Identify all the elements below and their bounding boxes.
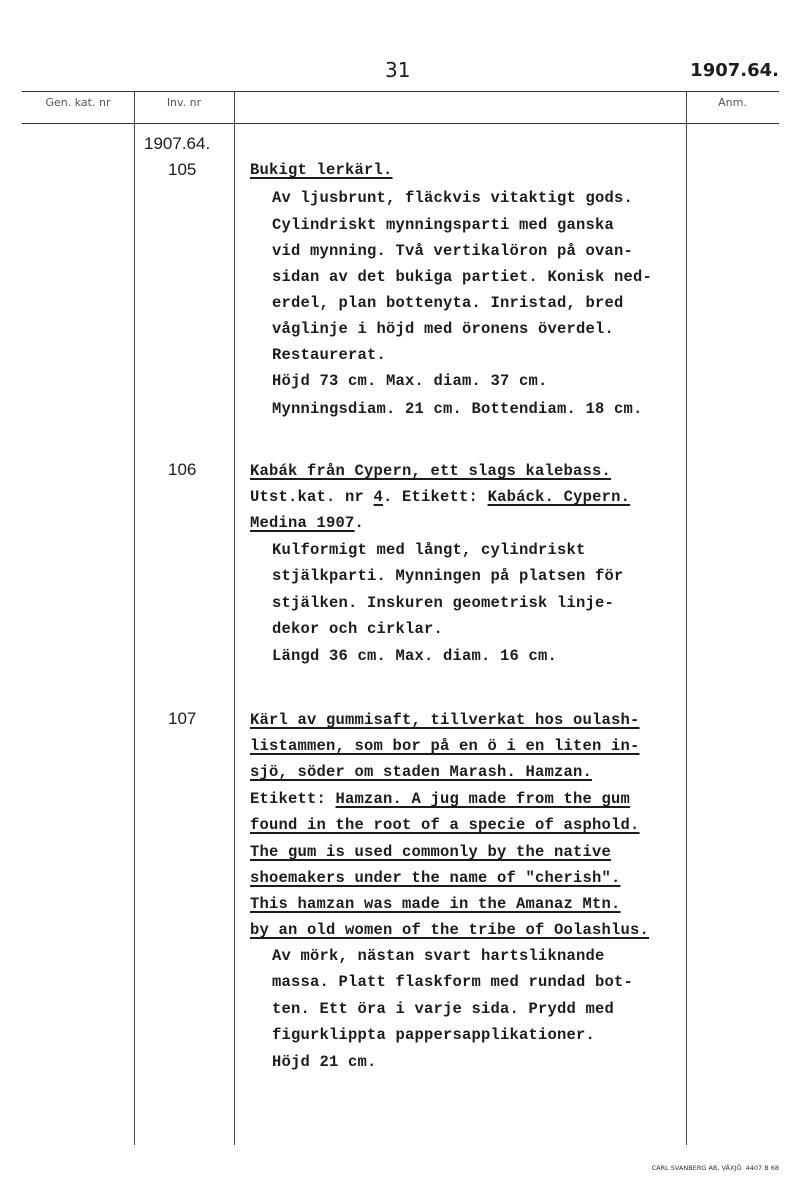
entry-105-line: sidan av det bukiga partiet. Konisk ned- — [272, 268, 653, 286]
entry-106-line: stjälkparti. Mynningen på platsen för — [272, 567, 624, 585]
entry-106-text: Utst.kat. nr — [250, 488, 374, 506]
entry-107-label-line: found in the root of a specie of asphold. — [250, 816, 640, 834]
entry-107-line: Av mörk, nästan svart hartsliknande — [272, 947, 605, 965]
entry-106-text: . Etikett: — [383, 488, 488, 506]
entry-107-label-line: shoemakers under the name of "cherish". — [250, 869, 621, 887]
inv-number-106: 106 — [168, 460, 197, 479]
form-code: 4407 B 68 — [745, 1164, 779, 1172]
entry-106-label-text: Medina 1907 — [250, 514, 355, 532]
entry-107-label-line: This hamzan was made in the Amanaz Mtn. — [250, 895, 621, 913]
entry-105-title: Bukigt lerkärl. — [250, 161, 393, 179]
inv-number-107: 107 — [168, 709, 197, 728]
entry-107-title: listammen, som bor på en ö i en liten in- — [250, 737, 640, 755]
entry-107-line: Höjd 21 cm. — [272, 1053, 377, 1071]
entry-106-line: dekor och cirklar. — [272, 620, 444, 638]
entry-106-line — [250, 488, 630, 506]
column-divider-1 — [134, 91, 135, 1145]
column-header-inv: Inv. nr — [166, 96, 202, 109]
entry-106-exhibit-number: 4 — [373, 488, 384, 506]
entry-106-line: Längd 36 cm. Max. diam. 16 cm. — [272, 647, 558, 665]
entry-107-title: sjö, söder om staden Marash. Hamzan. — [250, 763, 593, 781]
column-divider-2 — [234, 91, 235, 1145]
entry-107-line: figurklippta pappersapplikationer. — [272, 1026, 596, 1044]
entry-106-line — [250, 514, 364, 532]
entry-106-label-text: Kabáck. Cypern. — [487, 488, 631, 506]
printer-name: CARL SVANBERG AB, VÄXJÖ — [651, 1164, 742, 1172]
column-header-gen-kat: Gen. kat. nr — [45, 96, 111, 109]
entry-105-line: erdel, plan bottenyta. Inristad, bred — [272, 294, 624, 312]
entry-105-line: Av ljusbrunt, fläckvis vitaktigt gods. — [272, 189, 634, 207]
entry-105-line: Cylindriskt mynningsparti med ganska — [272, 216, 615, 234]
entry-106-title: Kabák från Cypern, ett slags kalebass. — [250, 462, 612, 480]
entry-107-title: Kärl av gummisaft, tillverkat hos oulash- — [250, 711, 640, 729]
entry-105-line: vid mynning. Två vertikalöron på ovan- — [272, 242, 634, 260]
entry-107-line — [250, 790, 630, 808]
entry-105-line: våglinje i höjd med öronens överdel. — [272, 320, 615, 338]
page-number: 31 — [385, 58, 411, 82]
entry-107-label-line: by an old women of the tribe of Oolashlus. — [250, 921, 650, 939]
column-header-anm: Anm. — [718, 96, 747, 109]
inventory-header: 1907.64. — [690, 60, 779, 81]
top-rule — [22, 91, 779, 92]
entry-107-label-text: Hamzan. A jug made from the gum — [335, 790, 631, 808]
entry-106-line: stjälken. Inskuren geometrisk linje- — [272, 594, 615, 612]
entry-105-line: Höjd 73 cm. Max. diam. 37 cm. — [272, 372, 548, 390]
entry-105-line: Mynningsdiam. 21 cm. Bottendiam. 18 cm. — [272, 400, 643, 418]
entry-106-text: . — [354, 514, 365, 532]
inv-number-105: 105 — [168, 160, 197, 179]
entry-107-label-line: The gum is used commonly by the native — [250, 843, 612, 861]
column-divider-3 — [686, 91, 687, 1145]
entry-107-line: massa. Platt flaskform med rundad bot- — [272, 973, 634, 991]
entry-107-text: Etikett: — [250, 790, 336, 808]
header-rule — [22, 123, 779, 124]
entry-106-line: Kulformigt med långt, cylindriskt — [272, 541, 586, 559]
printer-imprint — [652, 1164, 779, 1172]
inv-prefix: 1907.64. — [144, 134, 211, 153]
entry-105-line: Restaurerat. — [272, 346, 387, 364]
entry-107-line: ten. Ett öra i varje sida. Prydd med — [272, 1000, 615, 1018]
